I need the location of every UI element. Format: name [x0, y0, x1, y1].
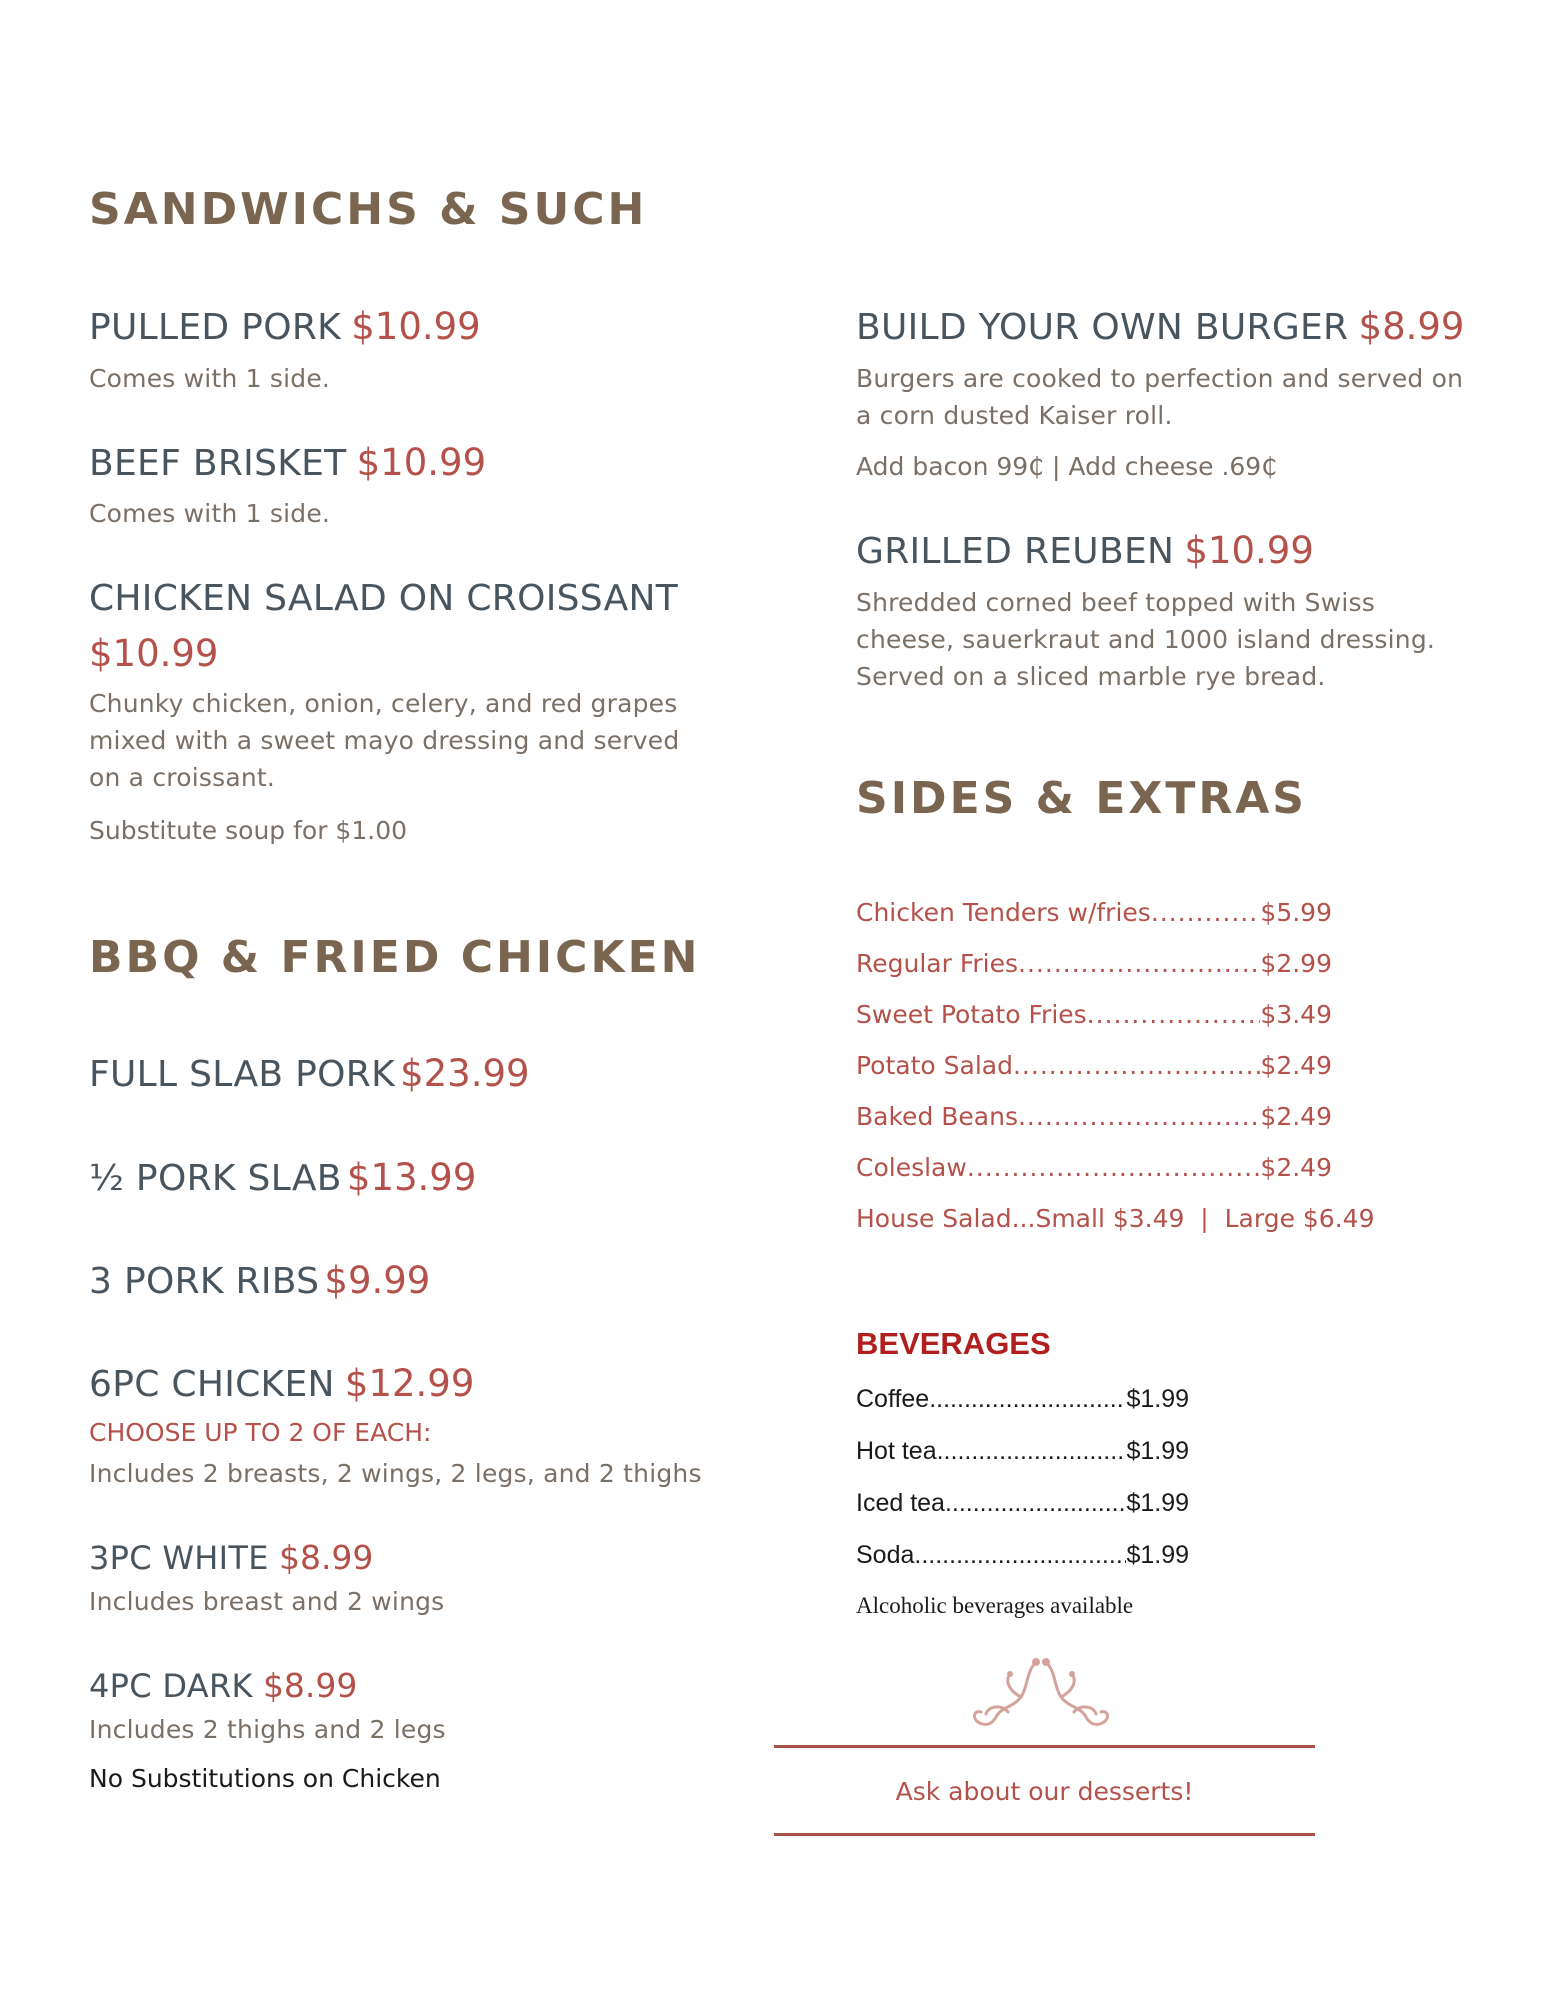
menu-item-4pc-dark [89, 1666, 357, 1705]
item-price: $10.99 [89, 632, 219, 675]
item-description: Comes with 1 side. [89, 499, 331, 528]
item-name: FULL SLAB PORK [89, 1054, 395, 1095]
item-name: GRILLED REUBEN [856, 531, 1175, 572]
item-description: Includes 2 breasts, 2 wings, 2 legs, and 2 thighs [89, 1459, 702, 1488]
item-name: ½ PORK SLAB [89, 1158, 342, 1199]
side-price: $2.99 [1260, 949, 1332, 978]
item-description [856, 584, 1435, 695]
leader-dots [1018, 949, 1260, 978]
beverage-price: $1.99 [1126, 1385, 1189, 1413]
item-price: $10.99 [351, 305, 481, 348]
side-name: Regular Fries [856, 949, 1019, 978]
sandwiches-heading: SANDWICHS & SUCH [89, 184, 648, 235]
item-note: Add bacon 99₵ | Add cheese .69₵ [856, 452, 1278, 481]
list-item [856, 1051, 1332, 1085]
desc-line: Chunky chicken, onion, celery, and red grapes [89, 689, 678, 718]
item-description [856, 360, 1463, 434]
item-name: 4PC DARK [89, 1667, 253, 1705]
side-price: $2.49 [1260, 1051, 1332, 1080]
menu-item-pulled-pork [89, 305, 481, 348]
divider-bottom [774, 1833, 1315, 1836]
list-item [856, 1153, 1332, 1187]
list-item [856, 1000, 1332, 1034]
item-name: BEEF BRISKET [89, 443, 347, 484]
list-item [856, 898, 1332, 932]
item-note: Substitute soup for $1.00 [89, 816, 408, 845]
flourish-ornament-icon [966, 1652, 1116, 1732]
item-price: $10.99 [356, 441, 487, 484]
side-name: Coleslaw [856, 1153, 967, 1182]
chicken-footnote: No Substitutions on Chicken [89, 1764, 441, 1793]
house-salad-item: House Salad...Small $3.49 | Large $6.49 [856, 1204, 1375, 1233]
desserts-note: Ask about our desserts! [895, 1777, 1194, 1806]
desc-line: a corn dusted Kaiser roll. [856, 401, 1173, 430]
divider-top [774, 1745, 1315, 1748]
desc-line: Served on a sliced marble rye bread. [856, 662, 1326, 691]
item-price: $8.99 [1358, 305, 1465, 348]
leader-dots [967, 1153, 1261, 1182]
item-price: $23.99 [400, 1052, 530, 1095]
item-price: $12.99 [344, 1362, 475, 1405]
item-name: 3PC WHITE [89, 1539, 269, 1577]
item-subtitle: CHOOSE UP TO 2 OF EACH: [89, 1418, 432, 1447]
leader-dots [937, 1437, 1127, 1466]
menu-item-ribs [89, 1259, 430, 1302]
item-name: 6PC CHICKEN [89, 1364, 335, 1405]
menu-item-burger [856, 305, 1464, 348]
side-name: Potato Salad [856, 1051, 1013, 1080]
side-name: Baked Beans [856, 1102, 1018, 1131]
item-price: $8.99 [262, 1666, 358, 1705]
item-description [89, 685, 679, 796]
item-description: Comes with 1 side. [89, 364, 331, 393]
menu-item-6pc-chicken [89, 1362, 474, 1405]
beverages-list [856, 1385, 1189, 1575]
beverage-name: Coffee [856, 1385, 930, 1413]
beverage-price: $1.99 [1126, 1541, 1189, 1569]
leader-dots [1151, 898, 1261, 927]
menu-item-beef-brisket [89, 441, 486, 484]
leader-dots [1013, 1051, 1260, 1080]
item-price: $13.99 [346, 1156, 477, 1199]
beverage-name: Hot tea [856, 1437, 937, 1465]
item-price: $8.99 [278, 1538, 374, 1577]
alcohol-note: Alcoholic beverages available [856, 1593, 1134, 1618]
beverage-price: $1.99 [1126, 1489, 1189, 1517]
side-name: Sweet Potato Fries [856, 1000, 1087, 1029]
desc-line: mixed with a sweet mayo dressing and served [89, 726, 680, 755]
list-item [856, 1385, 1189, 1419]
leader-dots [914, 1541, 1126, 1570]
menu-item-half-slab [89, 1156, 476, 1199]
side-price: $2.49 [1260, 1153, 1332, 1182]
item-name: PULLED PORK [89, 307, 342, 348]
sides-list [856, 898, 1374, 1238]
bbq-heading: BBQ & FRIED CHICKEN [89, 932, 701, 983]
item-description: Includes 2 thighs and 2 legs [89, 1715, 446, 1744]
side-price: $5.99 [1260, 898, 1332, 927]
menu-item-full-slab [89, 1052, 530, 1095]
list-item [856, 1102, 1332, 1136]
desc-line: Shredded corned beef topped with Swiss [856, 588, 1375, 617]
side-name: Chicken Tenders w/fries [856, 898, 1151, 927]
desc-line: Burgers are cooked to perfection and served on [856, 364, 1464, 393]
desc-line: on a croissant. [89, 763, 276, 792]
list-item [856, 949, 1332, 983]
side-price: $2.49 [1260, 1102, 1332, 1131]
leader-dots [945, 1489, 1126, 1518]
item-name: CHICKEN SALAD ON CROISSANT [89, 578, 679, 619]
item-price: $9.99 [324, 1259, 431, 1302]
menu-item-3pc-white [89, 1538, 373, 1577]
sides-heading: SIDES & EXTRAS [856, 773, 1307, 824]
list-item [856, 1541, 1189, 1575]
desc-line: cheese, sauerkraut and 1000 island dressing. [856, 625, 1436, 654]
side-price: $3.49 [1260, 1000, 1332, 1029]
leader-dots [1018, 1102, 1260, 1131]
beverage-price: $1.99 [1126, 1437, 1189, 1465]
beverage-name: Iced tea [856, 1489, 945, 1517]
item-description: Includes breast and 2 wings [89, 1587, 445, 1616]
beverages-heading: BEVERAGES [856, 1326, 1051, 1361]
leader-dots [1087, 1000, 1261, 1029]
item-name: BUILD YOUR OWN BURGER [856, 307, 1349, 348]
item-price: $10.99 [1184, 529, 1314, 572]
leader-dots [929, 1385, 1126, 1414]
list-item [856, 1437, 1189, 1471]
beverage-name: Soda [856, 1541, 915, 1569]
menu-item-reuben [856, 529, 1314, 572]
list-item [856, 1489, 1189, 1523]
item-name: 3 PORK RIBS [89, 1261, 320, 1302]
